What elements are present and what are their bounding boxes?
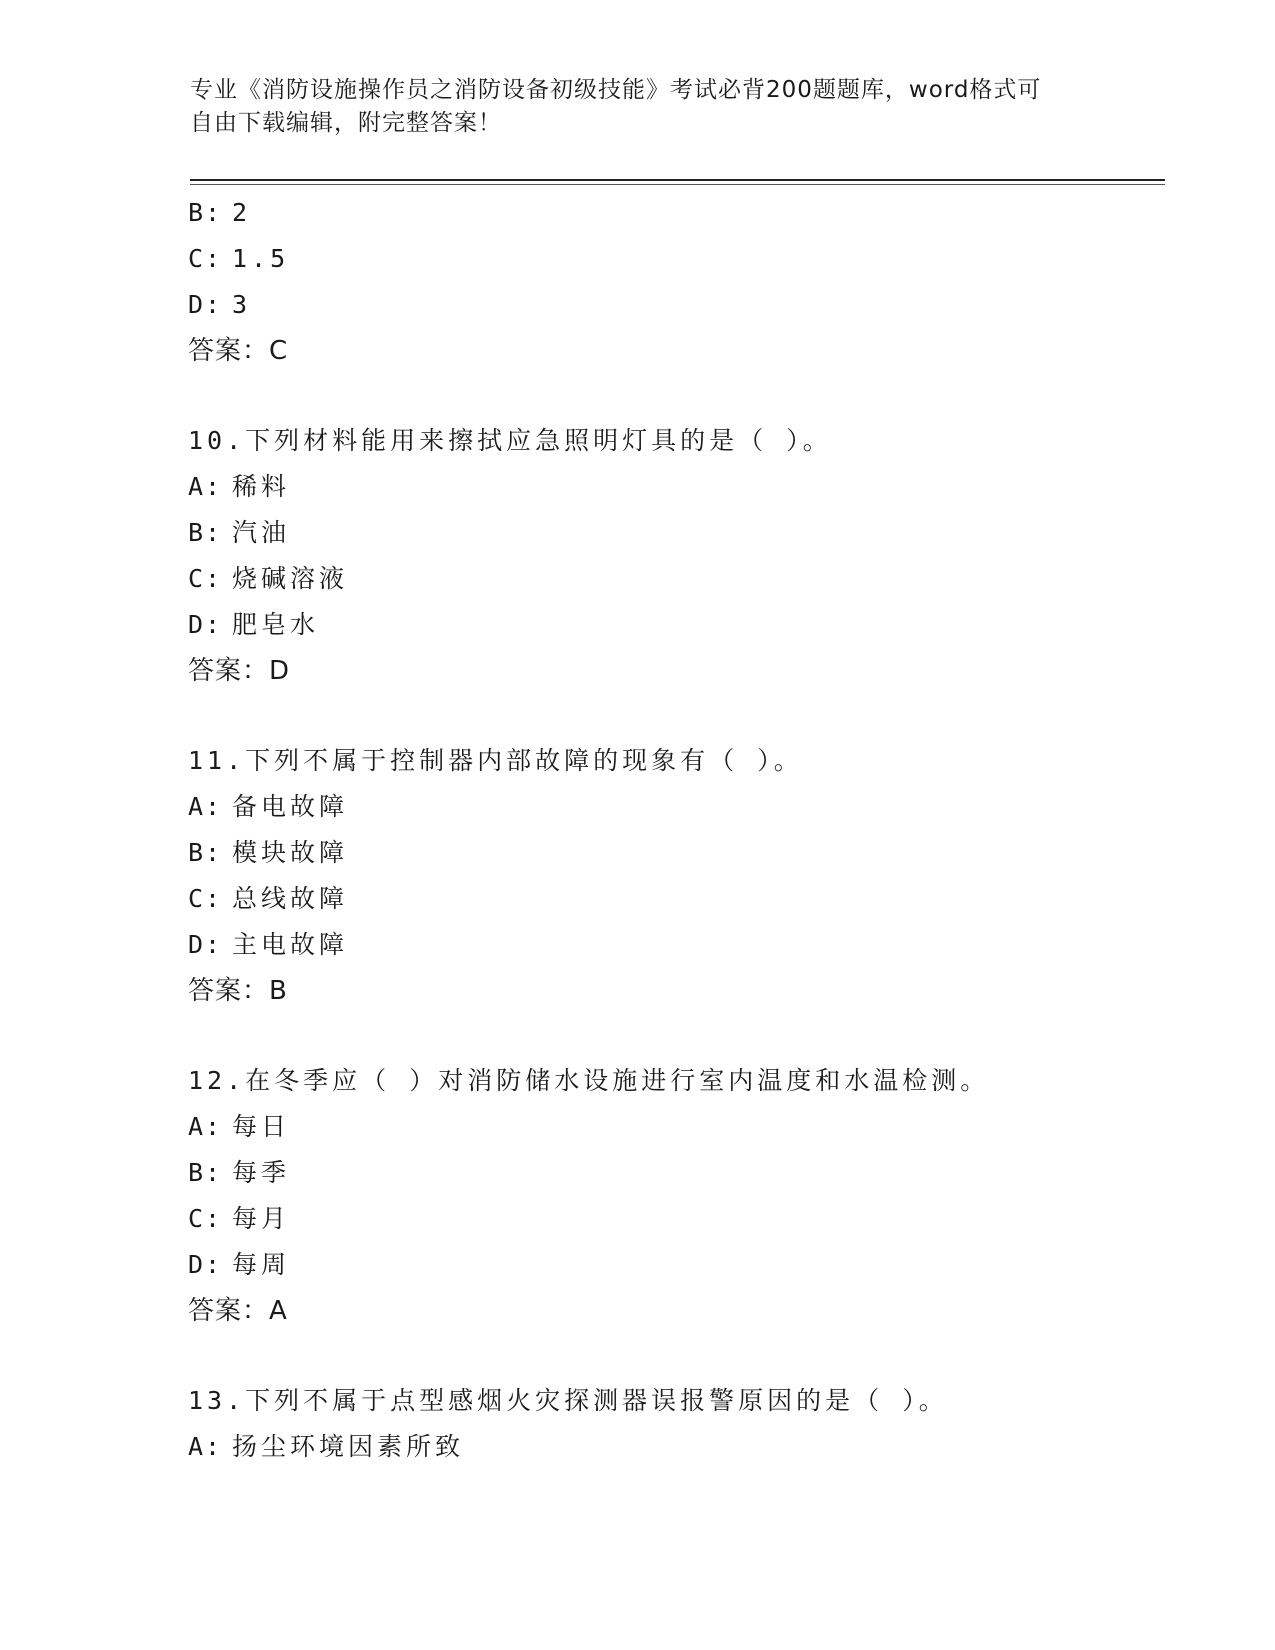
option-label: B: xyxy=(188,198,223,227)
answer: 答案：C xyxy=(188,336,289,366)
option-label: C: xyxy=(188,244,223,273)
option-text: 备电故障 xyxy=(232,792,349,821)
question-block-10 xyxy=(188,418,1148,694)
option-label: D: xyxy=(188,1250,223,1279)
option-d xyxy=(188,282,1148,328)
option-c xyxy=(188,556,1148,602)
option-a xyxy=(188,784,1148,830)
question-text: 11.下列不属于控制器内部故障的现象有（ ）。 xyxy=(188,746,803,775)
option-text: 每日 xyxy=(232,1112,291,1141)
option-label: A: xyxy=(188,1432,223,1461)
option-text: 1.5 xyxy=(232,244,290,273)
option-label: C: xyxy=(188,1204,223,1233)
answer: 答案：D xyxy=(188,656,291,686)
question-text: 13.下列不属于点型感烟火灾探测器误报警原因的是（ ）。 xyxy=(188,1386,948,1415)
question-block-13 xyxy=(188,1378,1148,1470)
option-text: 3 xyxy=(232,290,252,319)
option-a xyxy=(188,1104,1148,1150)
option-label: A: xyxy=(188,792,223,821)
option-text: 肥皂水 xyxy=(232,610,320,639)
option-text: 每月 xyxy=(232,1204,291,1233)
option-d xyxy=(188,602,1148,648)
option-text: 2 xyxy=(232,198,252,227)
question-list xyxy=(188,190,1148,1470)
option-b xyxy=(188,190,1148,236)
question-block-9 xyxy=(188,190,1148,374)
question-block-11 xyxy=(188,738,1148,1014)
option-text: 主电故障 xyxy=(232,930,349,959)
header-divider-thin xyxy=(190,184,1165,185)
answer: 答案：B xyxy=(188,976,288,1006)
answer: 答案：A xyxy=(188,1296,288,1326)
option-label: D: xyxy=(188,930,223,959)
option-label: C: xyxy=(188,564,223,593)
option-label: D: xyxy=(188,610,223,639)
option-b xyxy=(188,1150,1148,1196)
option-a xyxy=(188,464,1148,510)
option-text: 模块故障 xyxy=(232,838,349,867)
option-text: 稀料 xyxy=(232,472,291,501)
question-block-12 xyxy=(188,1058,1148,1334)
option-text: 每季 xyxy=(232,1158,291,1187)
option-text: 烧碱溶液 xyxy=(232,564,349,593)
option-c xyxy=(188,876,1148,922)
option-c xyxy=(188,236,1148,282)
option-label: B: xyxy=(188,1158,223,1187)
option-label: B: xyxy=(188,518,223,547)
option-d xyxy=(188,1242,1148,1288)
option-text: 每周 xyxy=(232,1250,291,1279)
header-line-2: 自由下载编辑，附完整答案！ xyxy=(190,110,502,136)
option-label: D: xyxy=(188,290,223,319)
option-label: A: xyxy=(188,1112,223,1141)
option-c xyxy=(188,1196,1148,1242)
header-line-1: 专业《消防设施操作员之消防设备初级技能》考试必背200题题库，word格式可 xyxy=(190,77,1042,103)
question-text: 12.在冬季应（ ）对消防储水设施进行室内温度和水温检测。 xyxy=(188,1066,990,1095)
header-divider xyxy=(190,179,1165,181)
option-b xyxy=(188,830,1148,876)
document-header xyxy=(190,74,1090,140)
option-a xyxy=(188,1424,1148,1470)
question-text: 10.下列材料能用来擦拭应急照明灯具的是（ ）。 xyxy=(188,426,832,455)
option-text: 扬尘环境因素所致 xyxy=(232,1432,465,1461)
option-b xyxy=(188,510,1148,556)
option-label: B: xyxy=(188,838,223,867)
option-text: 总线故障 xyxy=(232,884,349,913)
option-d xyxy=(188,922,1148,968)
option-text: 汽油 xyxy=(232,518,291,547)
option-label: C: xyxy=(188,884,223,913)
option-label: A: xyxy=(188,472,223,501)
